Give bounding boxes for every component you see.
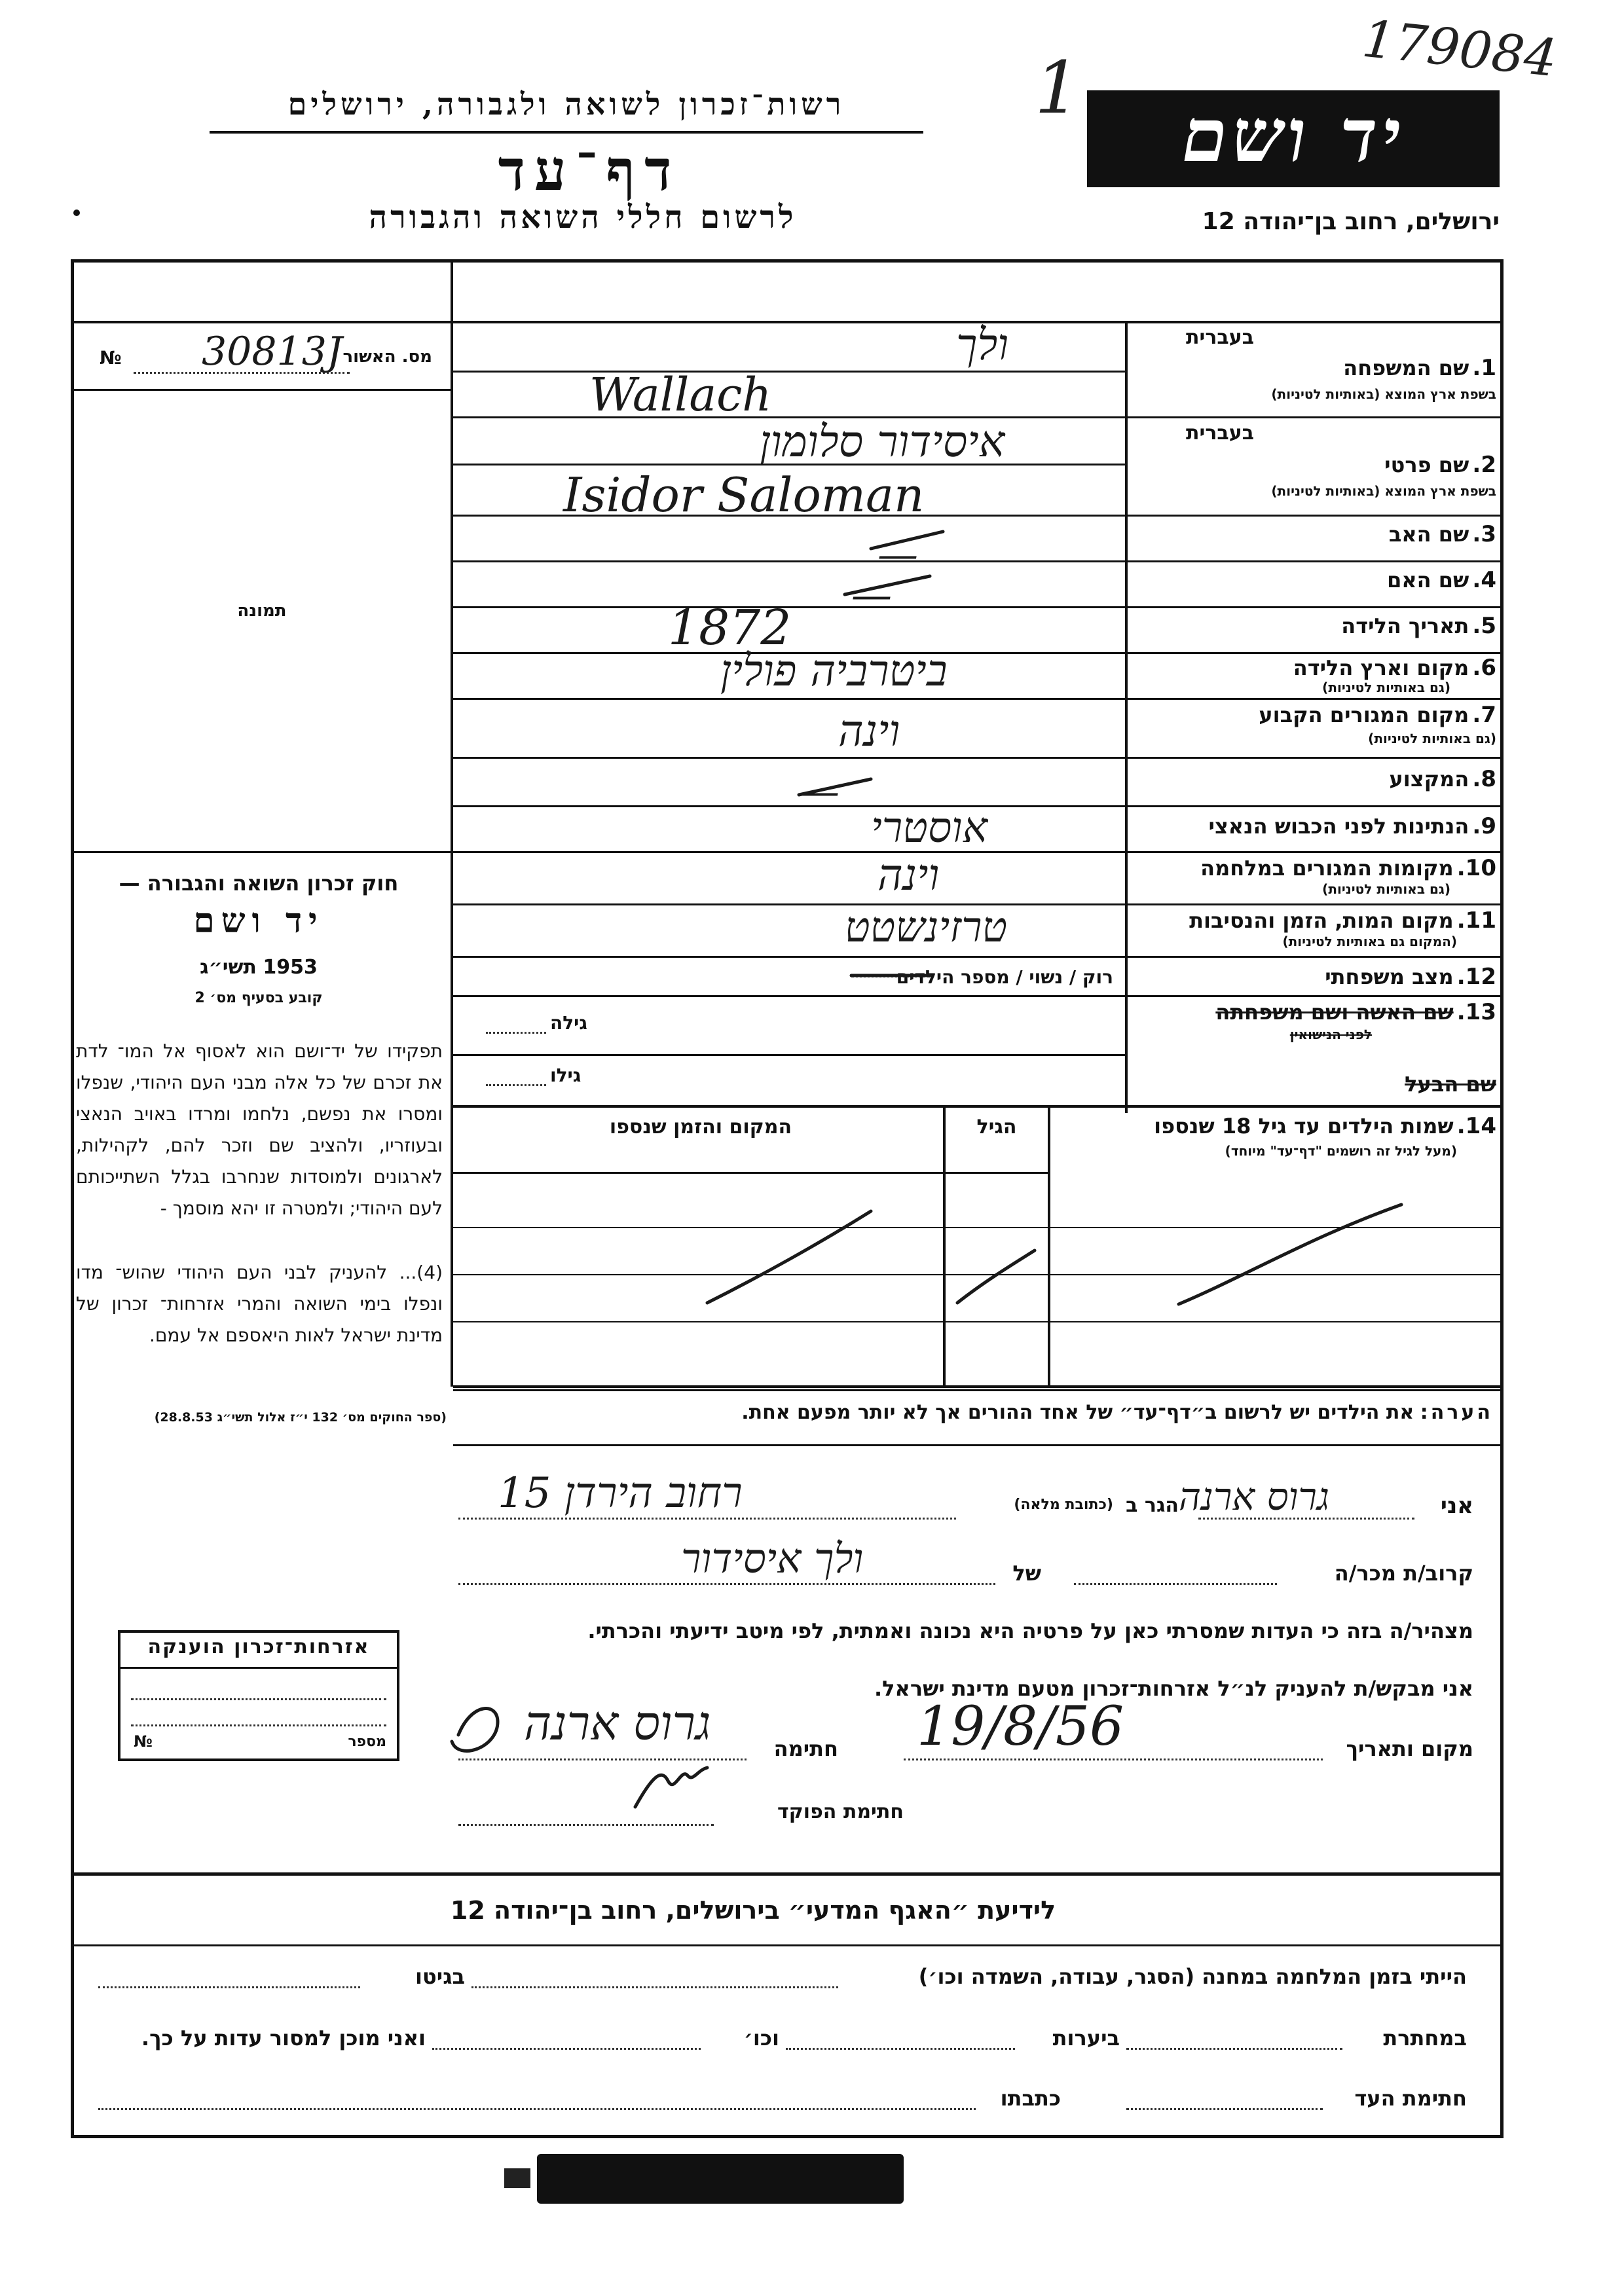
of-label: של [1012, 1561, 1041, 1586]
field-10-label: מקומות המגורים במלחמה [1200, 856, 1454, 881]
science-line2-d: ואני מוכן למסור עדות על כך. [141, 2026, 426, 2050]
approval-number: 30813J [202, 329, 342, 374]
field-12-num: 12. [1456, 964, 1496, 990]
field-7-num: 7. [1472, 702, 1496, 728]
science-top-rule [71, 1872, 1504, 1876]
approval-label: מס. האשור [342, 347, 432, 367]
date-value: 19/8/56 [917, 1696, 1124, 1758]
field-9-num: 9. [1472, 813, 1496, 839]
approval-no-sign: № [100, 347, 122, 369]
relative-of: ולך איסידור [681, 1535, 864, 1582]
science-line1-dots-1 [471, 1986, 838, 1988]
field-12-options: רוק / נשוי / מספר הילדים [896, 966, 1113, 988]
field-9-label: הנתינות לפני הכבוש הנאצי [1208, 814, 1469, 839]
field-14-num: 14. [1456, 1113, 1496, 1139]
scan-artifact-small [504, 2168, 530, 2188]
science-line2-dots-2 [786, 2048, 1015, 2050]
field-5-num: 5. [1472, 613, 1496, 639]
declaration-full-address-label: (כתובת מלאה) [1014, 1497, 1113, 1513]
stroke-children-2 [957, 1250, 1035, 1303]
field-14-label: שמות הילדים עד גיל 18 שנספו [1154, 1114, 1454, 1139]
declarant-name: גרוס ארנה [1179, 1474, 1330, 1519]
science-line3-dots-2 [98, 2108, 976, 2110]
field-7-value: וינה [838, 706, 900, 756]
field-2-value-latin: Isidor Saloman [563, 467, 925, 522]
field-13-sub: לפני הנישואין [1289, 1027, 1372, 1042]
science-line2-dots-3 [432, 2048, 701, 2050]
law-year-hebrew: תשי״ג [200, 956, 257, 979]
field-2-label: שם פרטי [1384, 452, 1469, 477]
scan-artifact [537, 2154, 904, 2204]
science-line3-b: כתבתו [1000, 2086, 1061, 2111]
field-2-num: 2. [1472, 452, 1496, 478]
field-6-label: מקום וארץ הלידה [1293, 655, 1469, 680]
field-11-num: 11. [1456, 907, 1496, 934]
stroke-field-4 [845, 576, 930, 594]
place-date-dots [904, 1758, 1323, 1760]
wife-age-label: גילה [550, 1012, 587, 1034]
declaration-statement: מצהיר/ה בזה כי העדות שמסרתי כאן על פרטיה היא נכונה ואמתית, לפי מיטב ידיעתי והכרתי. [587, 1618, 1473, 1643]
field-10-sub: (גם באותיות לטיניות) [1322, 881, 1450, 897]
logo-text: יד ושם [1181, 93, 1405, 179]
children-col-place-time: המקום והזמן שנספו [609, 1116, 792, 1139]
field-3-label: שם האב [1388, 522, 1469, 547]
page-mark: 1 [1035, 46, 1080, 130]
science-line2-dots-1 [1126, 2048, 1342, 2050]
field-6-sub: (גם באותיות לטיניות) [1322, 680, 1450, 695]
field-5-value: 1872 [668, 600, 792, 656]
field-1-label: שם המשפחה [1343, 355, 1469, 380]
signature-label: חתימה [773, 1736, 838, 1761]
stroke-children-1 [707, 1211, 871, 1303]
field-10-num: 10. [1456, 855, 1496, 881]
field-14-sub: (מעל לגיל זה רושמים "דף־עד" מיוחד) [1225, 1143, 1457, 1159]
field-1-value-latin: Wallach [589, 368, 772, 422]
place-date-label: מקום ותאריך [1346, 1736, 1473, 1761]
field-11-sub: (המקום גם באותיות לטיניות) [1282, 934, 1457, 949]
science-line3-dots-1 [1126, 2108, 1323, 2110]
form-title: דף־עד [498, 137, 681, 204]
science-line1-a: הייתי בזמן המלחמה במחנה (הסגר, עבודה, השמדה וכו׳) [918, 1964, 1467, 1989]
field-5-label: תאריך הלידה [1341, 613, 1469, 638]
field-4-label: שם האם [1387, 568, 1469, 592]
science-title-rule [71, 1944, 1504, 1946]
relative-dots-2 [458, 1583, 995, 1585]
field-12-label: מצב משפחתי [1325, 964, 1454, 989]
law-clause: קובע בסעיף מס׳ 2 [194, 990, 323, 1006]
declaration-address-dots [458, 1518, 956, 1520]
field-3-num: 3. [1472, 521, 1496, 547]
field-6-num: 6. [1472, 655, 1496, 681]
field-10-value: וינה [877, 850, 940, 900]
field-9-value: אוסטרי [871, 804, 988, 852]
declaration-i-label: אני [1440, 1493, 1473, 1519]
field-4-num: 4. [1472, 567, 1496, 593]
field-11-label: מקום המות, הזמן והנסיבות [1189, 908, 1454, 933]
field-8-num: 8. [1472, 766, 1496, 792]
relative-dots-1 [1074, 1583, 1277, 1585]
field-1-num: 1. [1472, 355, 1496, 381]
field-1-lang: בעברית [1186, 326, 1254, 349]
field-8-label: המקצוע [1389, 767, 1469, 792]
field-3-value: — [877, 530, 918, 578]
citizenship-title: אזרחות־זכרון הוענקה [147, 1635, 370, 1658]
law-year: 1953 [263, 956, 318, 979]
address-line: ירושלים, רחוב בן־יהודה 12 [1202, 208, 1500, 235]
stroke-field-3 [871, 532, 943, 549]
field-6-value: ביטרביה פולין [720, 646, 948, 696]
stroke-children-3 [1179, 1205, 1401, 1304]
stroke-field-8 [799, 779, 871, 795]
field-2-sub: בשפת ארץ המוצא (באותיות לטיניות) [1271, 483, 1496, 499]
law-title: חוק זכרון השואה והגבורה — [119, 871, 399, 896]
field-13-num: 13. [1456, 999, 1496, 1025]
field-2-value-hebrew: איסידור סלומון [760, 416, 1005, 467]
note-line [471, 1401, 1493, 1424]
signature-value: גרוס ארנה [524, 1696, 711, 1751]
children-col-age: הגיל [976, 1116, 1017, 1139]
official-signature-label: חתימת הפוקד [777, 1800, 904, 1823]
form-subtitle: לרשום חללי השואה והגבורה [369, 199, 797, 236]
declarant-address: רחוב הירדן 15 [498, 1469, 743, 1518]
science-line1-b: בגיטו [415, 1964, 465, 1989]
science-title: לידיעת ״האגף המדעי״ בירושלים, רחוב בן־יהודה 12 [450, 1896, 1056, 1925]
law-name: יד ושם [193, 901, 324, 941]
law-citation: (ספר החוקים מס׳ 132 י״ז אלול תשי״ג 28.8.53) [154, 1410, 447, 1425]
stroke-signature-official [635, 1768, 707, 1807]
science-line2-c: וכו׳ [743, 2026, 779, 2050]
science-line3-a: חתימת העד [1354, 2086, 1467, 2111]
note-text: את הילדים יש לרשום ב״דף־עד״ של אחד ההורים אך לא יותר מפעם אחת. [741, 1401, 1414, 1424]
field-1-value-hebrew: ולך [956, 319, 1009, 370]
field-7-label: מקום המגורים הקבוע [1259, 702, 1469, 727]
science-line2-b: ביערות [1052, 2026, 1120, 2050]
note-label: הערה: [1420, 1401, 1493, 1424]
science-line1-dots-2 [98, 1986, 360, 1988]
relative-label: קרוב/ת מכר/ה [1334, 1561, 1473, 1586]
citizenship-no-sign: № [134, 1732, 153, 1751]
science-line2-a: במחתרת [1383, 2026, 1467, 2050]
stroke-signature-curl [452, 1709, 498, 1751]
declaration-request: אני מבקש/ת להעניק לנ״ל אזרחות־זכרון מטעם מדינת ישראל. [874, 1676, 1473, 1701]
photo-label: תמונה [237, 601, 287, 621]
archive-number: 179084 [1359, 9, 1560, 89]
field-7-sub: (גם באותיות לטיניות) [1368, 731, 1496, 746]
declaration-resides-label: הגר ב [1126, 1494, 1179, 1517]
husband-age-label: גילו [550, 1065, 581, 1086]
citizenship-number-label: מספר [348, 1734, 386, 1750]
institution-line: רשות־זכרון לשואה ולגבורה, ירושלים [287, 86, 845, 122]
field-11-value: טרזינשטט [845, 903, 1008, 952]
husband-label: שם הבעל [1405, 1072, 1496, 1097]
field-2-lang: בעברית [1186, 422, 1254, 445]
field-1-sub: בשפת ארץ המוצא (באותיות לטיניות) [1271, 386, 1496, 402]
signature-dots [458, 1758, 747, 1760]
law-text-2: (4)... להעניק לבני העם היהודי שהוש־ מדו ונפלו בימי השואה והמרי אזרחות־ זכרון של מדינת ישראל לאות היאספם אל עמם. [76, 1262, 443, 1346]
note-top-rule [453, 1389, 1501, 1391]
official-signature-dots [458, 1824, 714, 1826]
field-13-label: שם האשה ושם משפחתה [1215, 1000, 1454, 1025]
field-8-value: — [799, 767, 840, 815]
note-bottom-rule [453, 1444, 1501, 1446]
field-4-value: — [851, 571, 892, 619]
law-text-1: תפקידו של יד־ושם הוא לאסוף אל המו־ לדת את זכרם של כל אלה מבני העם היהודי, שנפלו ומסרו את נפשם, נלחמו ומרדו באויב הנאצי ובעוזריו, ולהציב שם וזכר להם, לקהילות, לארגונים ולמוסדות שנחרבו בגלל השתייכותם לעם היהודי; ולמטרה זו יהא מוסמך - [76, 1040, 443, 1219]
